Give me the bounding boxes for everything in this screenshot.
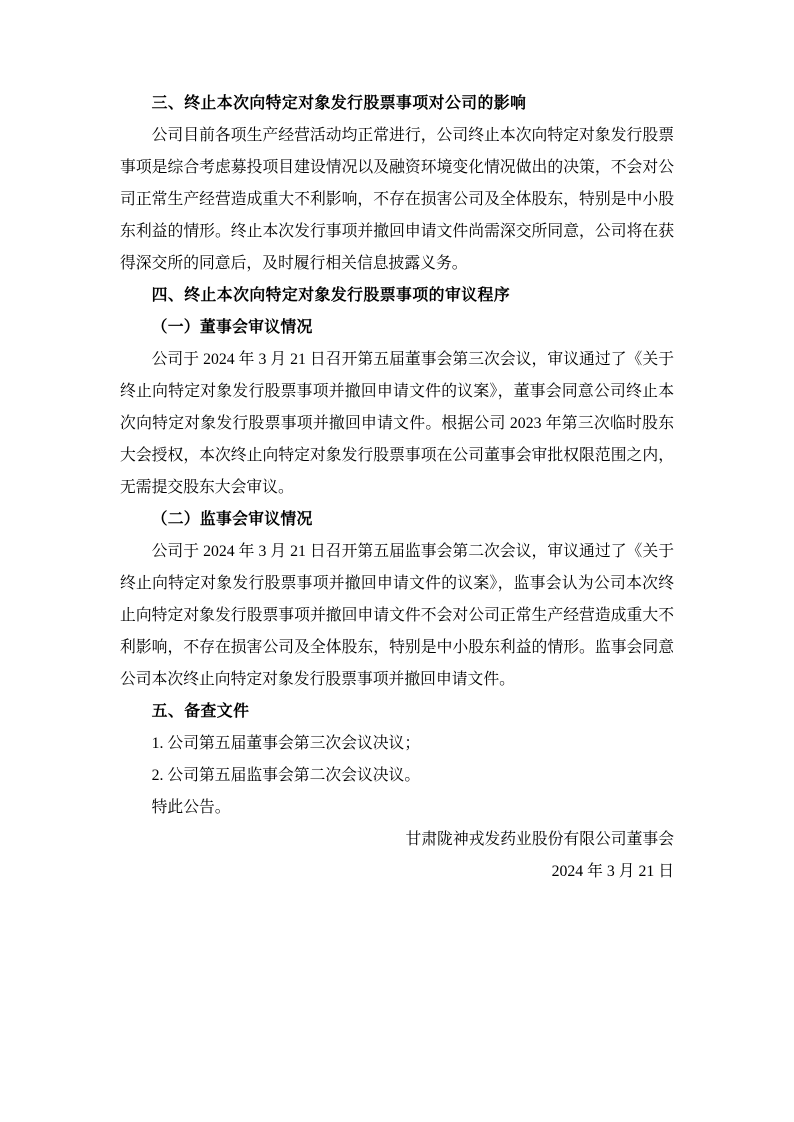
signature-date: 2024 年 3 月 21 日 [551,863,674,880]
reference-document-item-2: 2. 公司第五届监事会第二次会议决议。 [151,767,421,784]
reference-document-item-1: 1. 公司第五届董事会第三次会议决议； [151,735,421,752]
paragraph-board-review: 公司于 2024 年 3 月 21 日召开第五届董事会第三次会议，审议通过了《关于终止向特定对象发行股票事项并撤回申请文件的议案》，董事会同意公司终止本次向特定对象发行股票事项并撤回申请文件。根据公司 2023 年第三次临时股东大会授权，本次终止向特定对象发行股票事项在公司董事会审批权限范围之内，无需提交股东大会审议。 [120,351,674,496]
section-heading-reference-documents: 五、备查文件 [151,703,250,720]
paragraph-impact: 公司目前各项生产经营活动均正常进行，公司终止本次向特定对象发行股票事项是综合考虑募投项目建设情况以及融资环境变化情况做出的决策，不会对公司正常生产经营造成重大不利影响，不存在损害公司及全体股东，特别是中小股东利益的情形。终止本次发行事项并撤回申请文件尚需深交所同意，公司将在获得深交所的同意后，及时履行相关信息披露义务。 [120,127,674,272]
subsection-heading-board-review: （一）董事会审议情况 [151,319,313,336]
paragraph-supervisory-review: 公司于 2024 年 3 月 21 日召开第五届监事会第二次会议，审议通过了《关于终止向特定对象发行股票事项并撤回申请文件的议案》，监事会认为公司本次终止向特定对象发行股票事项并撤回申请文件不会对公司正常生产经营造成重大不利影响，不存在损害公司及全体股东，特别是中小股东利益的情形。监事会同意公司本次终止向特定对象发行股票事项并撤回申请文件。 [120,543,674,688]
signature-company-board: 甘肃陇神戎发药业股份有限公司董事会 [405,831,674,848]
section-heading-review-procedure: 四、终止本次向特定对象发行股票事项的审议程序 [151,287,511,304]
closing-statement: 特此公告。 [151,799,231,816]
section-heading-impact: 三、终止本次向特定对象发行股票事项对公司的影响 [151,95,527,112]
subsection-heading-supervisory-review: （二）监事会审议情况 [151,511,313,528]
